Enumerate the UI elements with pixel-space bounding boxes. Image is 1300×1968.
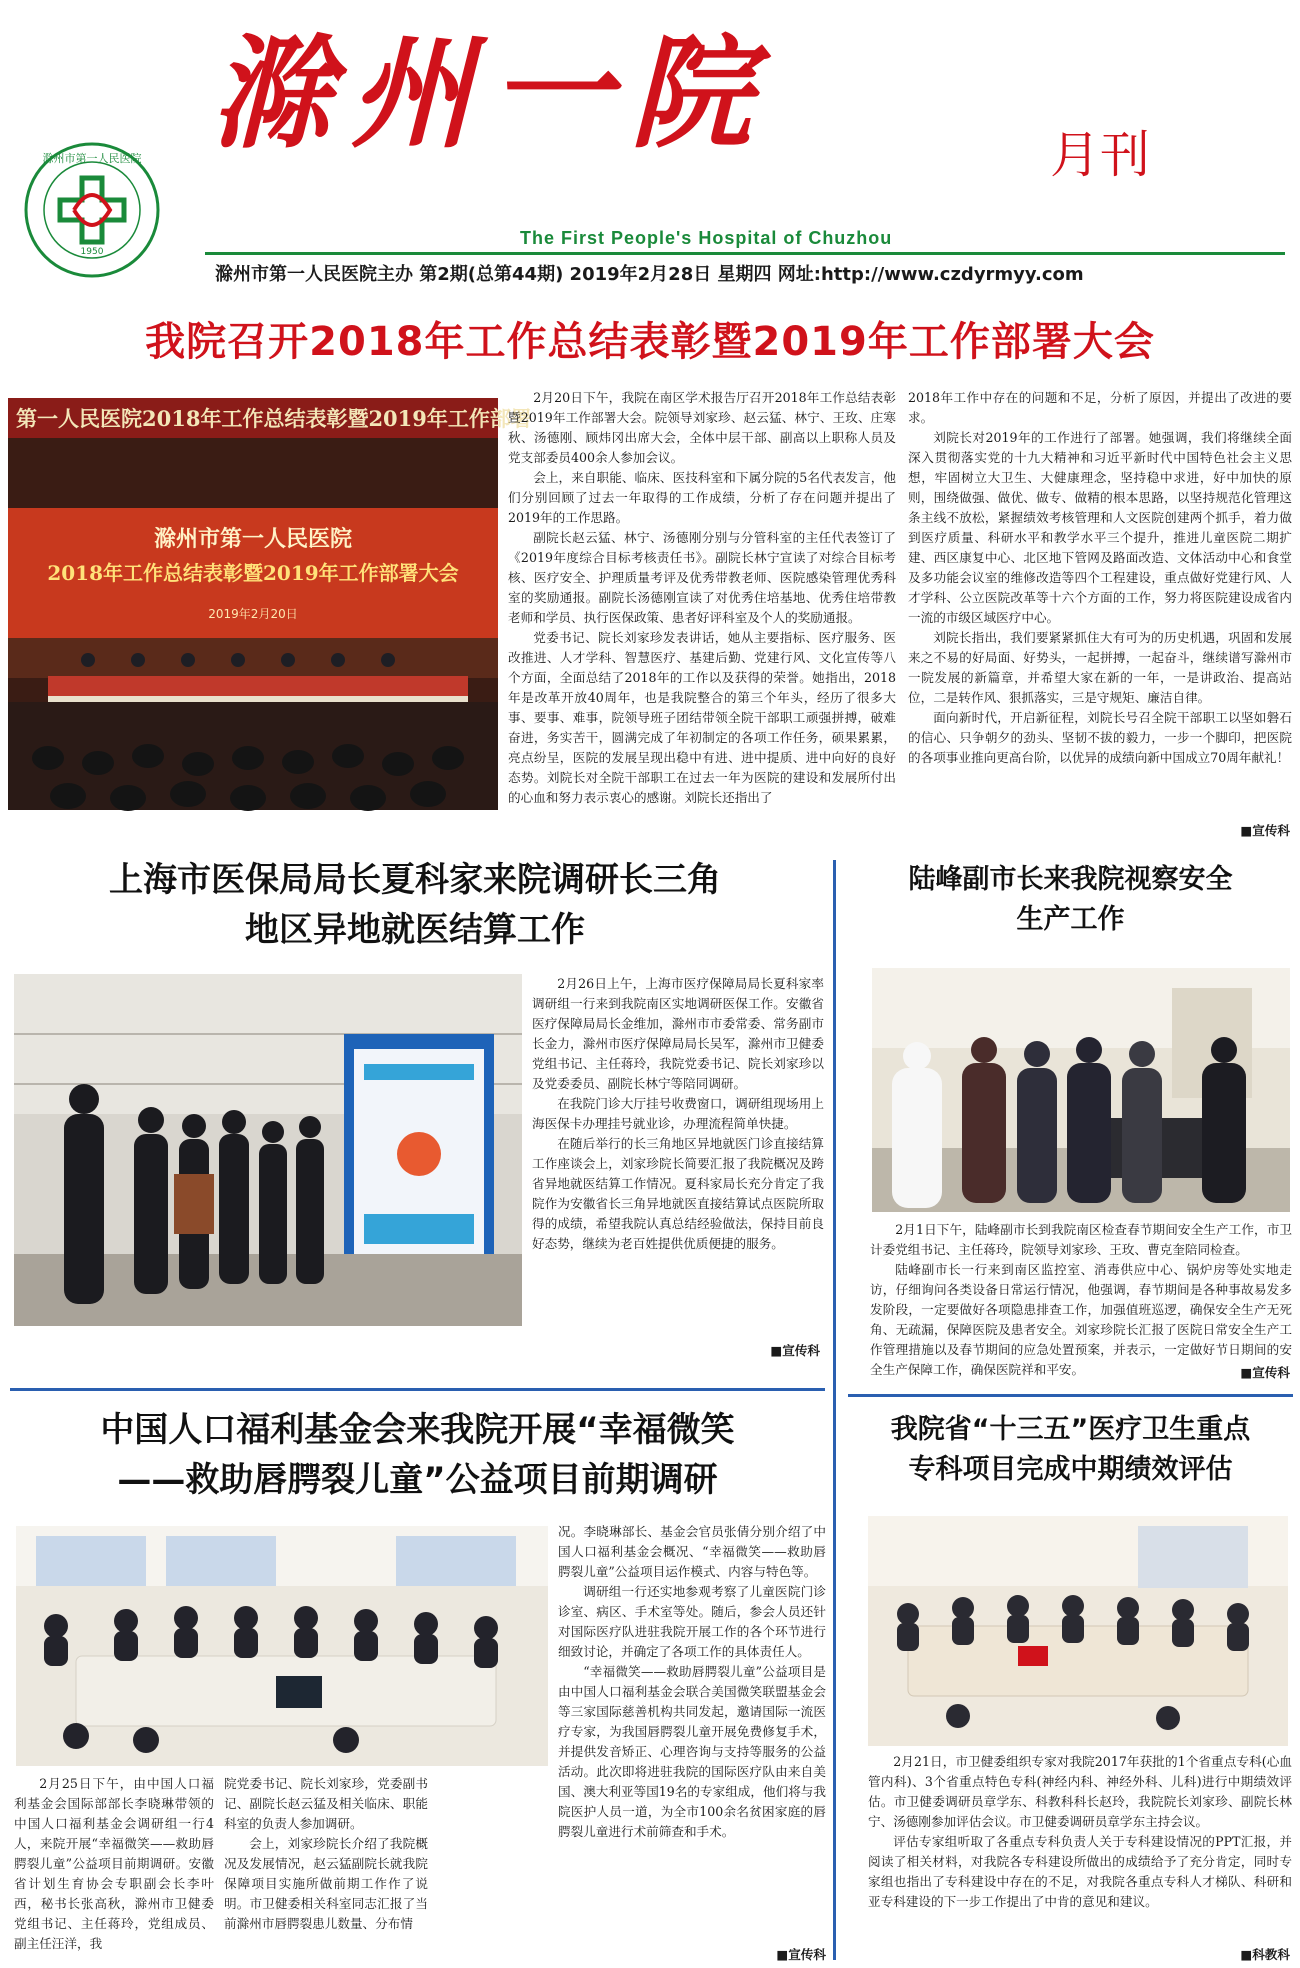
lead-col2-p2: 刘院长对2019年的工作进行了部署。她强调，我们将继续全面深入贯彻落实党的十九大精神和习近平新时代中国特色社会主义思想，牢固树立大卫生、大健康理念，坚持稳中求进，好中加快的原则，围绕做强、做优、做专、做精的根本思路，以坚持规范化管理这条主线不放松，紧握绩效考核管理和人文医院创建两个抓手，着力做到医疗质量、科研水平和教学水平三个提升，推进儿童医院二期扩建、西区康复中心、北区地下管网及路面改造、文体活动中心和食堂及多功能会议室的维修改造等四个工程建设，重点做好党建行风、人才学科、公立医院改革等十六个方面的工作，努力将医院建设成省内一流的市级区域医疗中心。 — [908, 430, 1292, 625]
shanghai-body — [532, 974, 824, 1340]
lead-photo-banner-main: 2018年工作总结表彰暨2019年工作部署大会 — [47, 561, 459, 585]
lead-column-2 — [908, 388, 1292, 818]
seal-year: 1950 — [80, 247, 104, 257]
fund-col-b-p1: 院党委书记、院长刘家珍，党委副书记、副院长赵云猛及相关临床、职能科室的负责人参加调研。 — [224, 1776, 428, 1831]
fund-col-c-p2: 调研组一行还实地参观考察了儿童医院门诊诊室、病区、手术室等处。随后，参会人员还针对国际医疗队进驻我院开展工作的各个环节进行细致讨论，并确定了各项工作的具体责任人。 — [558, 1584, 826, 1659]
shanghai-p2: 在我院门诊大厅挂号收费窗口，调研组现场用上海医保卡办理挂号就业诊，办理流程简单快捷。 — [532, 1096, 824, 1131]
specialty-p2: 评估专家组听取了各重点专科负责人关于专科建设情况的PPT汇报，并阅读了相关材料，对我院各专科建设所做出的成绩给予了充分肯定，同时专家组也指出了专科建设中存在的不足，对我院各重点专科人才梯队、科研和亚专科建设的下一步工作提出了中肯的意见和建议。 — [868, 1834, 1292, 1909]
fund-col-b-p2: 会上，刘家珍院长介绍了我院概况及发展情况，赵云猛副院长就我院保障项目实施所做前期工作作了说明。市卫健委相关科室同志汇报了当前滁州市唇腭裂患儿数量、分布情 — [224, 1836, 428, 1931]
fund-headline-line2: ——救助唇腭裂儿童”公益项目前期调研 — [117, 1460, 718, 1500]
lead-col2-p3: 刘院长指出，我们要紧紧抓住大有可为的历史机遇，巩固和发展来之不易的好局面、好势头，一起拼搏，一起奋斗，继续谱写滁州市一院发展的新篇章，并希望大家在新的一年，一是讲政治、提高站位，二是转作风、狠抓落实，三是守规矩、廉洁自律。 — [908, 630, 1292, 705]
specialty-signature: ■科教科 — [1240, 1947, 1290, 1962]
specialty-p1: 2月21日，市卫健委组织专家对我院2017年获批的1个省重点专科(心血管内科)、3个省重点特色专科(神经内科、神经外科、儿科)进行中期绩效评估。市卫健委调研员章学东、科教科科长赵玲，我院院长刘家珍、副院长林宁、汤德刚参加评估会议。市卫健委调研员章学东主持会议。 — [868, 1754, 1292, 1829]
lead-col1-p1: 2月20日下午，我院在南区学术报告厅召开2018年工作总结表彰暨2019年工作部署大会。院领导刘家珍、赵云猛、林宁、王玫、庄寒秋、汤德刚、顾炜冈出席大会，全体中层干部、副高以上职称人员及党支部委员400余人参加会议。 — [508, 390, 896, 465]
column-divider-vertical — [833, 860, 836, 1960]
masthead-divider — [205, 252, 1285, 255]
fund-column-b — [224, 1774, 428, 1964]
lead-headline: 我院召开2018年工作总结表彰暨2019年工作部署大会 — [145, 319, 1155, 365]
shanghai-photo-hall-visit — [14, 974, 522, 1326]
lead-photo-date: 2019年2月20日 — [208, 607, 298, 621]
fund-signature: ■宣传科 — [776, 1947, 826, 1962]
lufeng-headline-line1: 陆峰副市长来我院视察安全 — [908, 864, 1233, 895]
lead-signature: ■宣传科 — [1240, 823, 1290, 838]
hospital-seal-logo — [22, 140, 162, 280]
fund-col-c-p1: 况。李晓琳部长、基金会官员张倩分别介绍了中国人口福利基金会概况、“幸福微笑——救助唇腭裂儿童”公益项目运作模式、内容与特色等。 — [558, 1524, 826, 1579]
section-divider-right — [848, 1394, 1293, 1397]
specialty-headline-line1: 我院省“十三五”医疗卫生重点 — [890, 1414, 1251, 1445]
fund-col-a-p1: 2月25日下午，由中国人口福利基金会国际部部长李晓琳带领的中国人口福利基金会调研组一行4人，来院开展“幸福微笑——救助唇腭裂儿童”公益项目前期调研。安徽省计划生育协会专职副会长李叶西，秘书长张高秋，滁州市卫健委党组书记、主任蒋玲，党组成员、副主任汪洋，我 — [14, 1776, 214, 1951]
lufeng-p2: 陆峰副市长一行来到南区监控室、消毒供应中心、锅炉房等处实地走访，仔细询问各类设备日常运行情况，他强调，春节期间是各种事故易发多发阶段，一定要做好各项隐患排查工作，加强值班巡逻，确保安全生产无死角、无疏漏，保障医院及患者安全。刘家珍院长汇报了医院日常安全生产工作管理措施以及春节期间的应急处置预案，并表示，一定做好节日期间的安全生产保障工作，确保医院祥和平安。 — [870, 1262, 1292, 1377]
lufeng-headline-line2: 生产工作 — [1016, 904, 1125, 935]
lead-photo-banner-hospital: 滁州市第一人民医院 — [153, 526, 353, 552]
lead-col2-p4: 面向新时代，开启新征程，刘院长号召全院干部职工以坚如磐石的信心、只争朝夕的劲头、坚韧不拔的毅力，一步一个脚印，把医院的各项事业推向更高台阶，以优异的成绩向新中国成立70周年献礼！ — [908, 710, 1292, 765]
fund-headline-line1: 中国人口福利基金会来我院开展“幸福微笑 — [100, 1410, 735, 1450]
lead-photo-conference-hall — [8, 398, 532, 810]
shanghai-headline-line1: 上海市医保局局长夏科家来院调研长三角 — [109, 860, 721, 900]
lufeng-photo-inspection — [872, 968, 1290, 1212]
shanghai-p3: 在随后举行的长三角地区异地就医门诊直接结算工作座谈会上，刘家珍院长简要汇报了我院概况及跨省异地就医结算工作情况。夏科家局长充分肯定了我院作为安徽省长三角异地就医直接结算试点医院所取得的成绩，希望我院认真总结经验做法，保持目前良好态势，继续为老百姓提供优质便捷的服务。 — [532, 1136, 824, 1251]
fund-photo-meeting — [16, 1526, 548, 1766]
lead-column-1 — [508, 388, 896, 818]
issue-info-line: 滁州市第一人民医院主办 第2期(总第44期) 2019年2月28日 星期四 网址:http://www.czdyrmyy.com — [215, 264, 1084, 285]
lufeng-signature: ■宣传科 — [1240, 1365, 1290, 1380]
section-divider-left — [10, 1388, 825, 1391]
specialty-body — [868, 1752, 1292, 1942]
lead-col1-p4: 党委书记、院长刘家珍发表讲话，她从主要指标、医疗服务、医改推进、人才学科、智慧医疗、基建后勤、党建行风、文化宣传等八个方面，全面总结了2018年的工作以及获得的荣誉。她指出，2018年是改革开放40周年，也是我院整合的第三个年头，经历了很多大事、要事、难事，院领导班子团结带领全院干部职工顽强拼搏，破难奋进，务实苦干，圆满完成了年初制定的各项工作任务，硕果累累，亮点纷呈，医院的发展呈现出稳中有进、进中提质、进中向好的良好态势。刘院长对全院干部职工在过去一年为医院的建设和发展所付出的心血和努力表示衷心的感谢。刘院长还指出了 — [508, 630, 896, 805]
lufeng-p1: 2月1日下午，陆峰副市长到我院南区检查春节期间安全生产工作，市卫计委党组书记、主任蒋玲，院领导刘家珍、王玫、曹克奎陪同检查。 — [870, 1222, 1292, 1257]
lead-col1-p3: 副院长赵云猛、林宁、汤德刚分别与分管科室的主任代表签订了《2019年度综合目标考核责任书》。副院长林宁宣读了对综合目标考核、医疗安全、护理质量考评及优秀带教老师、医院感染管理优秀科室的奖励通报。副院长汤德刚宣读了对优秀住培基地、优秀住培带教老师和学员、执行医保政策、患者好评科室及个人的奖励通报。 — [508, 530, 896, 625]
fund-column-a — [14, 1774, 214, 1964]
newspaper-title: 滁州一院 — [210, 21, 770, 165]
fund-col-c-p3: “幸福微笑——救助唇腭裂儿童”公益项目是由中国人口福利基金会联合美国微笑联盟基金会等三家国际慈善机构共同发起，邀请国际一流医疗专家，为我国唇腭裂儿童开展免费修复手术，并提供发音矫正、心理咨询与支持等服务的公益活动。此次即将进驻我院的国际医疗队由来自美国、澳大利亚等国19名的专家组成，他们将与我院医护人员一道，为全市100余名贫困家庭的唇腭裂儿童进行术前筛查和手术。 — [558, 1664, 826, 1839]
shanghai-headline-line2: 地区异地就医结算工作 — [245, 910, 585, 950]
seal-text: 滁州市第一人民医院 — [42, 152, 142, 165]
shanghai-signature: ■宣传科 — [770, 1343, 820, 1358]
lead-col2-p1: 2018年工作中存在的问题和不足，分析了原因，并提出了改进的要求。 — [908, 390, 1292, 425]
fund-column-c — [558, 1522, 826, 1942]
newspaper-subtitle: 月刊 — [1050, 126, 1150, 184]
specialty-photo-evaluation — [868, 1516, 1288, 1746]
specialty-headline-line2: 专科项目完成中期绩效评估 — [908, 1454, 1233, 1485]
lead-col1-p2: 会上，来自职能、临床、医技科室和下属分院的5名代表发言，他们分别回顾了过去一年取得的工作成绩，分析了存在问题并提出了2019年的工作思路。 — [508, 470, 896, 525]
lead-photo-banner-top: 第一人民医院2018年工作总结表彰暨2019年工作部署 — [16, 406, 532, 431]
shanghai-p1: 2月26日上午，上海市医疗保障局局长夏科家率调研组一行来到我院南区实地调研医保工作。安徽省医疗保障局局长金维加，滁州市市委常委、常务副市长金力，滁州市医疗保障局局长吴军，滁州市卫健委党组书记、主任蒋玲，我院党委书记、院长刘家珍以及党委委员、副院长林宁等陪同调研。 — [532, 976, 824, 1091]
english-name: The First People's Hospital of Chuzhou — [520, 228, 893, 248]
